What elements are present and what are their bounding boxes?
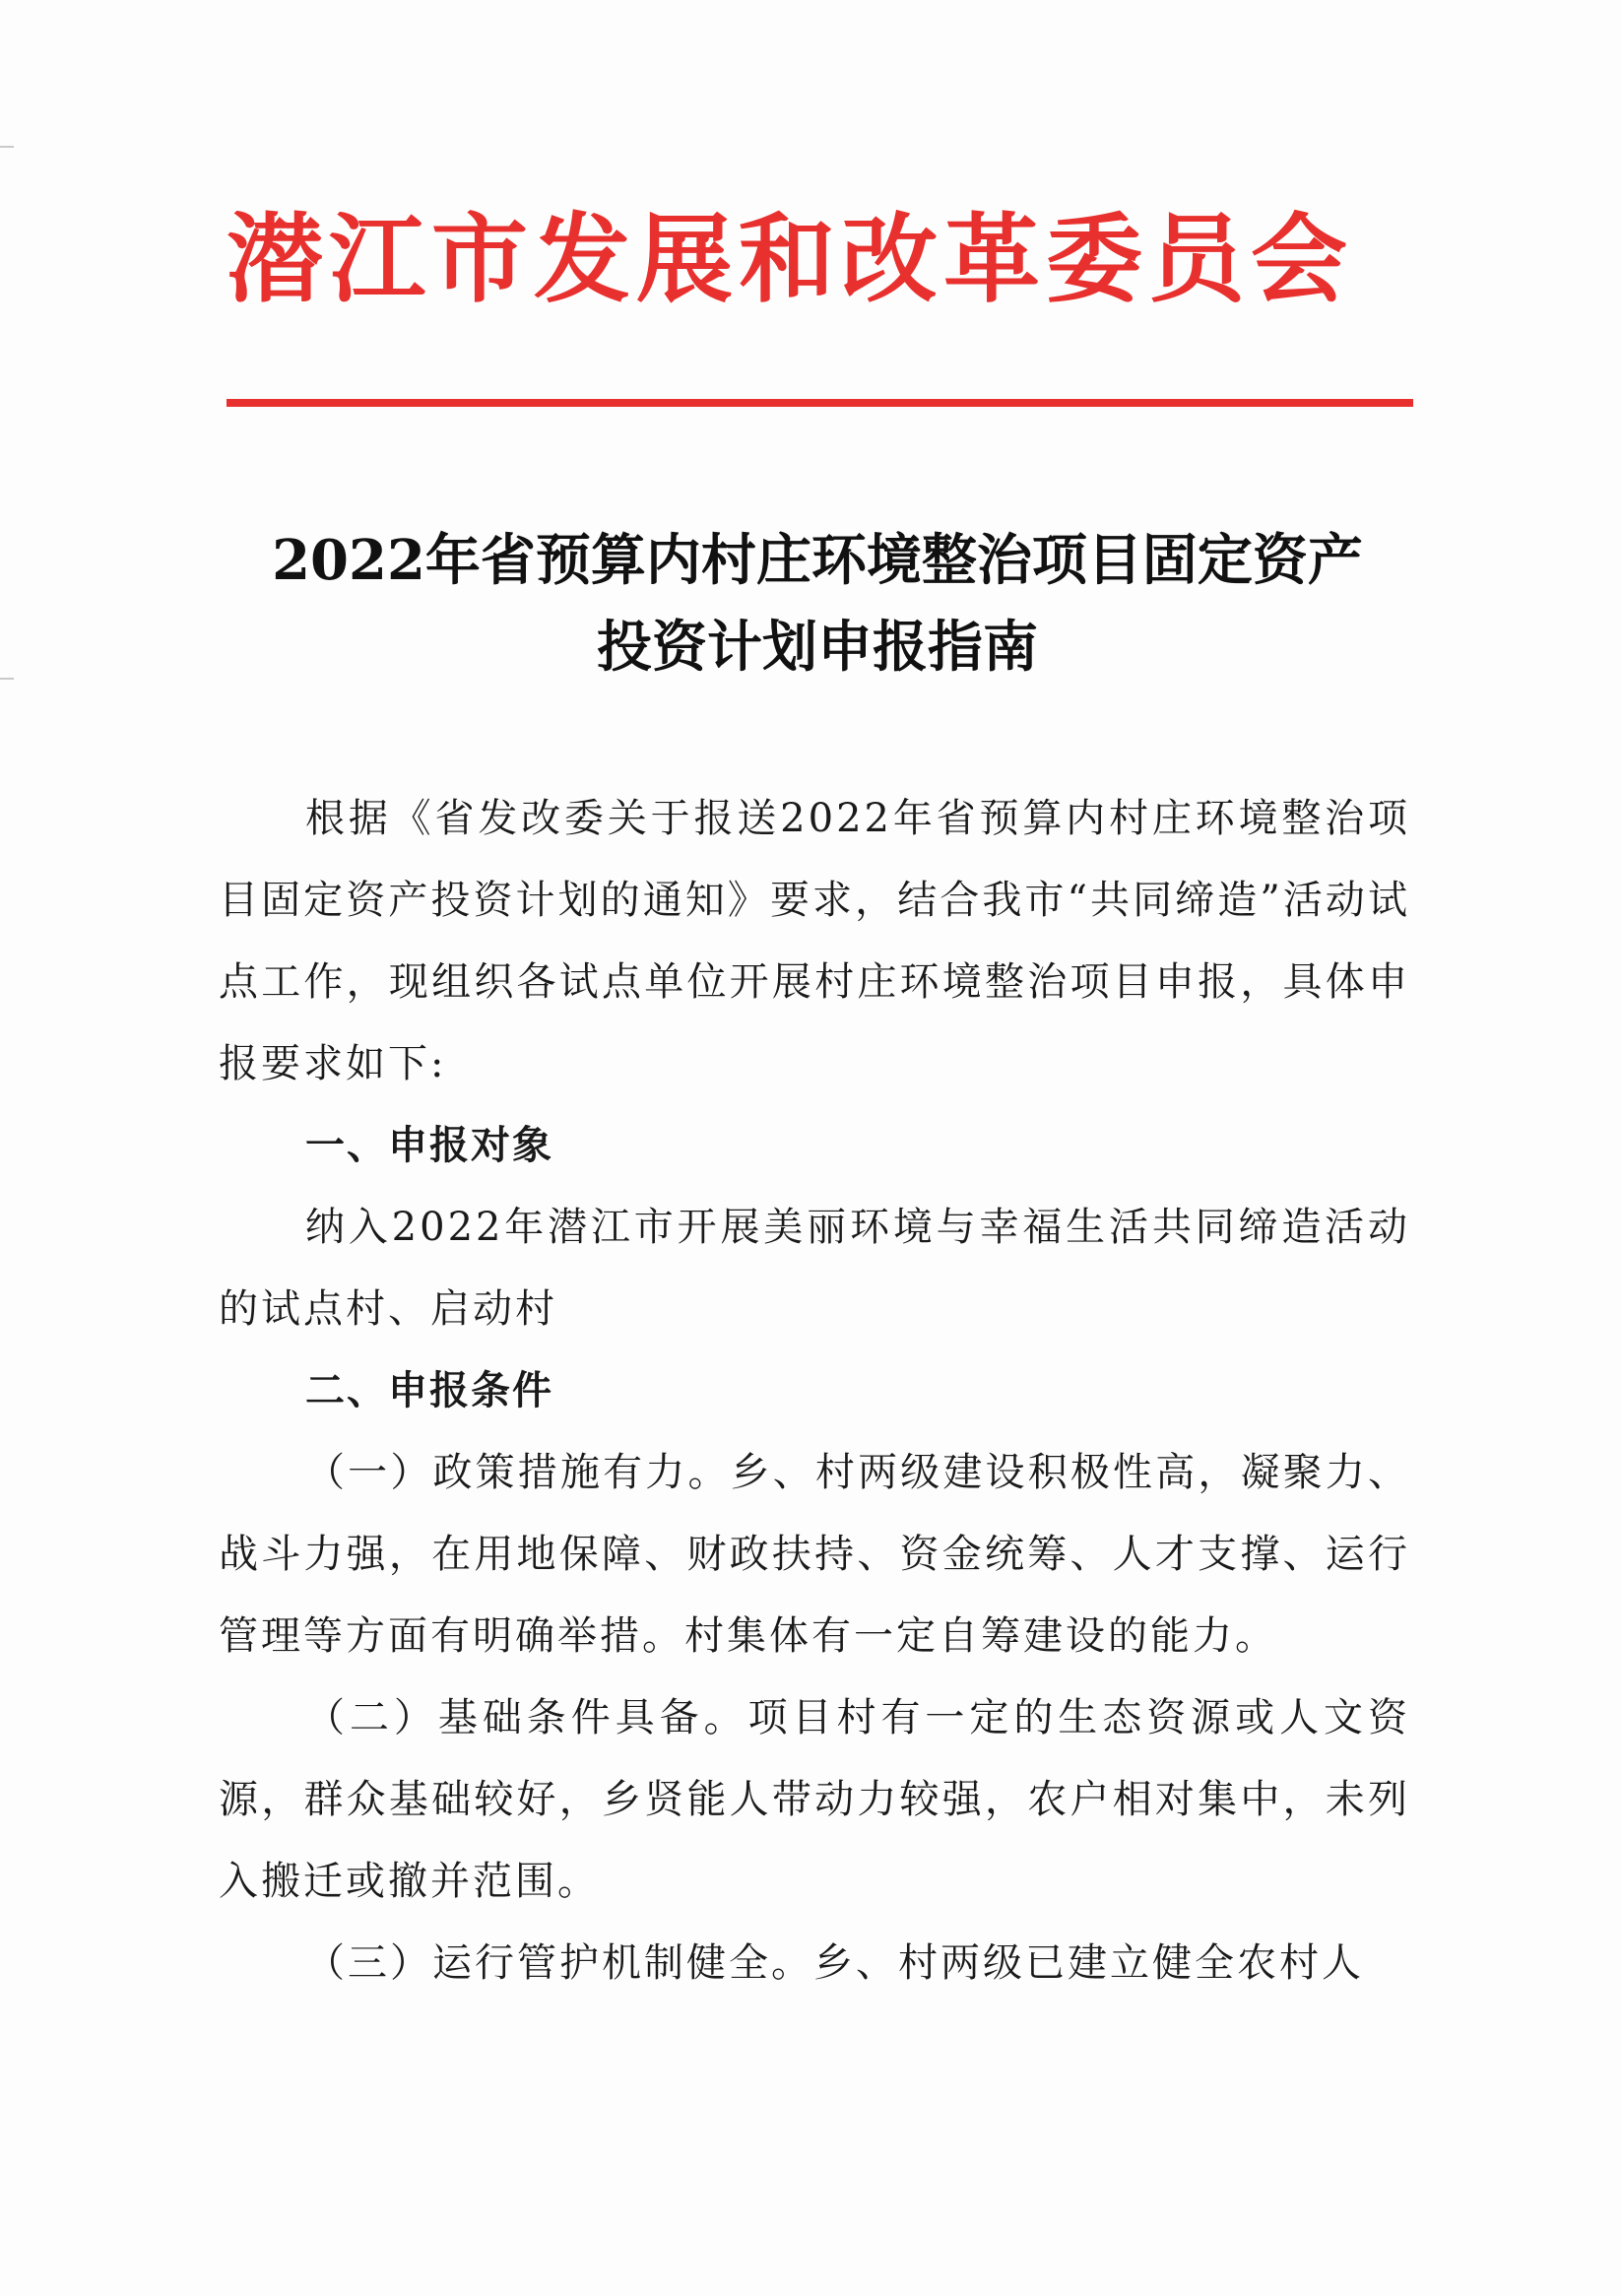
document-title (197, 517, 1438, 690)
section-heading-conditions: 二、申报条件 (305, 1368, 553, 1413)
scan-edge-mark (0, 146, 14, 148)
title-line-1: 2022年省预算内村庄环境整治项目固定资产 (272, 528, 1363, 593)
section-heading-applicants: 一、申报对象 (305, 1123, 553, 1168)
condition-item-3: （三）运行管护机制健全。乡、村两级已建立健全农村人 (305, 1940, 1364, 1986)
condition-item-1: （一）政策措施有力。乡、村两级建设积极性高，凝聚力、战斗力强，在用地保障、财政扶持、资金统筹、人才支撑、运行管理等方面有明确举措。村集体有一定自筹建设的能力。 (219, 1450, 1410, 1659)
red-header-rule (227, 399, 1413, 407)
scan-edge-mark (0, 678, 14, 680)
document-body (219, 778, 1410, 2004)
title-line-2: 投资计划申报指南 (597, 615, 1038, 680)
intro-paragraph: 根据《省发改委关于报送2022年省预算内村庄环境整治项目固定资产投资计划的通知》要求，结合我市“共同缔造”活动试点工作，现组织各试点单位开展村庄环境整治项目申报，具体申报要求如下: (219, 796, 1410, 1086)
condition-item-2: （二）基础条件具备。项目村有一定的生态资源或人文资源，群众基础较好，乡贤能人带动力较强，农户相对集中，未列入搬迁或撤并范围。 (219, 1695, 1410, 1904)
applicants-paragraph: 纳入2022年潜江市开展美丽环境与幸福生活共同缔造活动的试点村、启动村 (219, 1205, 1410, 1332)
issuing-organization: 潜江市发展和改革委员会 (227, 203, 1354, 316)
